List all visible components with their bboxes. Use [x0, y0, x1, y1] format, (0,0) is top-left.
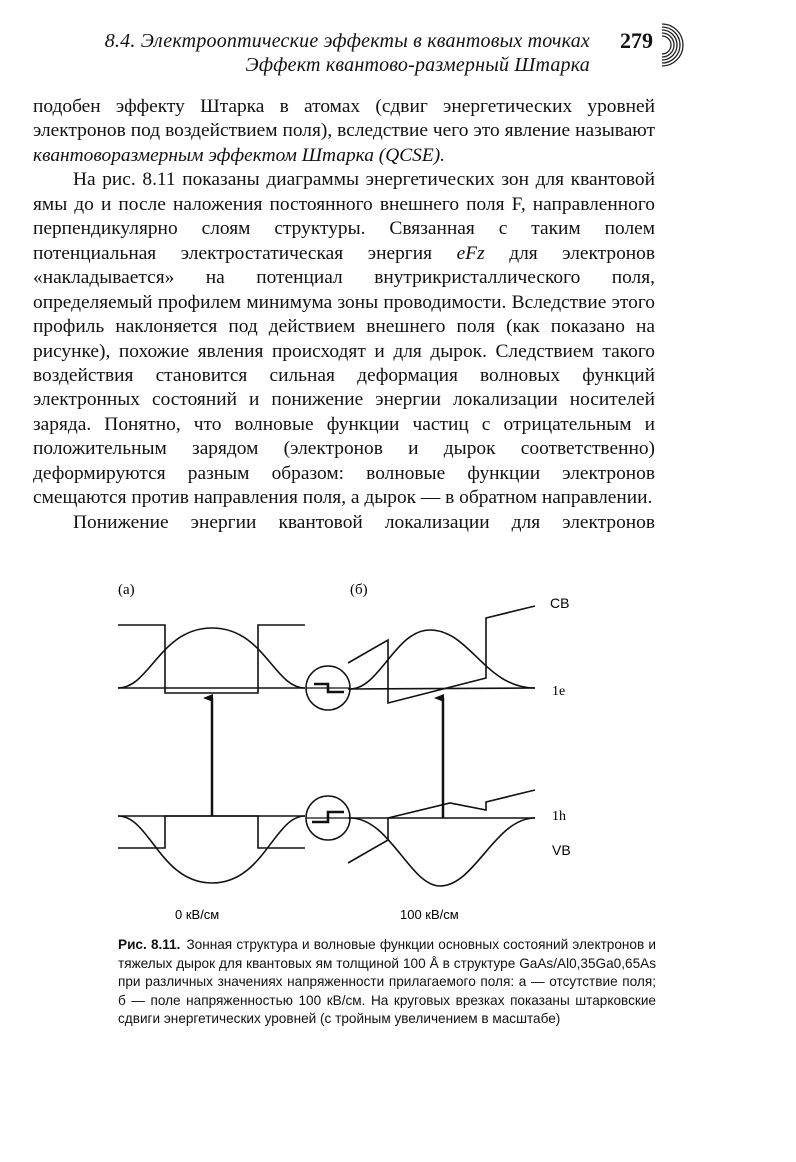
paragraph-2	[33, 168, 655, 535]
caption-text: Зонная структура и волновые функции основных состояний электронов и тяжелых дырок для квантовых ям толщиной 100 Å в структуре GaAs/Al0,35Ga0,65As при различных значениях напряженности прилагаемого поля: а — отсутствие поля; б — поле напряженностью 100 кВ/см. На круговых врезках показаны штарковские сдвиги энергетических уровней (с тройным увеличением в масштабе)	[118, 937, 656, 1027]
electron-level-label: 1e	[552, 684, 566, 699]
panel-a-conduction-band	[118, 625, 305, 693]
field-label-a: 0 кВ/см	[175, 907, 220, 922]
running-header	[0, 18, 796, 78]
paragraph-1	[33, 95, 655, 168]
panel-a-label: (а)	[118, 582, 135, 598]
vb-label: VB	[552, 842, 571, 858]
main-text	[33, 95, 655, 535]
paragraph-2-last-line: Понижение энергии квантовой локализации для электронов	[73, 511, 655, 533]
band-diagram-figure	[0, 578, 796, 934]
panel-a-hole-wavefunction	[118, 816, 305, 883]
page-number: 279	[620, 28, 653, 53]
circle-inset-hole	[306, 796, 350, 840]
efz-term: eFz	[456, 242, 485, 264]
thumb-index-icon	[640, 20, 684, 70]
caption-label: Рис. 8.11.	[118, 937, 181, 952]
panel-b-label: (б)	[350, 582, 368, 598]
paragraph-2-text-b: для электронов «накладывается» на потенциал внутрикристаллического поля, определяемый профилем минимума зоны проводимости. Вследствие этого профиль наклоняется под действием внешнего поля (как показано на рисунке), похожие явления происходят и для дырок. Следствием такого воздействия становится сильная деформация волновых функций электронных состояний и понижение энергии локализации носителей заряда. Понятно, что волновые функции частиц с отрицательным и положительным зарядом (электронов и дырок соответственно) деформируются разным образом: волновые функции электронов смещаются против направления поля, а дырок — в обратном направлении.	[33, 242, 656, 509]
panel-a-diagram	[118, 625, 305, 883]
panel-b-valence-band	[348, 790, 535, 863]
paragraph-2-text-a: На рис. 8.11 показаны диаграммы энергетических зон для квантовой ямы до и после наложения постоянного внешнего поля F, направленного перпендикулярно слоям структуры. Связанная с таким полем потенциальная электростатическая энергия	[33, 169, 655, 264]
cb-label: CB	[550, 595, 570, 611]
panel-b-hole-wavefunction	[350, 818, 535, 886]
header-section-title: 8.4. Электрооптические эффекты в квантовых точках	[104, 30, 590, 52]
qcse-term: квантоворазмерным эффектом Штарка (QCSE).	[33, 144, 446, 166]
panel-b-diagram	[348, 606, 535, 886]
circle-inset-electron	[306, 666, 350, 710]
panel-b-electron-level	[348, 688, 535, 689]
panel-b-electron-wavefunction	[350, 630, 535, 689]
paragraph-1-text: подобен эффекту Штарка в атомах (сдвиг энергетических уровней электронов под воздействием поля), вследствие чего это явление называют	[33, 96, 655, 142]
header-subsection-title: Эффект квантово-размерный Штарка	[245, 54, 590, 76]
panel-a-valence-band	[118, 816, 305, 848]
figure-caption	[118, 936, 656, 1029]
panel-a-electron-wavefunction	[118, 628, 305, 688]
hole-level-label: 1h	[552, 809, 566, 824]
field-label-b: 100 кВ/см	[400, 907, 459, 922]
